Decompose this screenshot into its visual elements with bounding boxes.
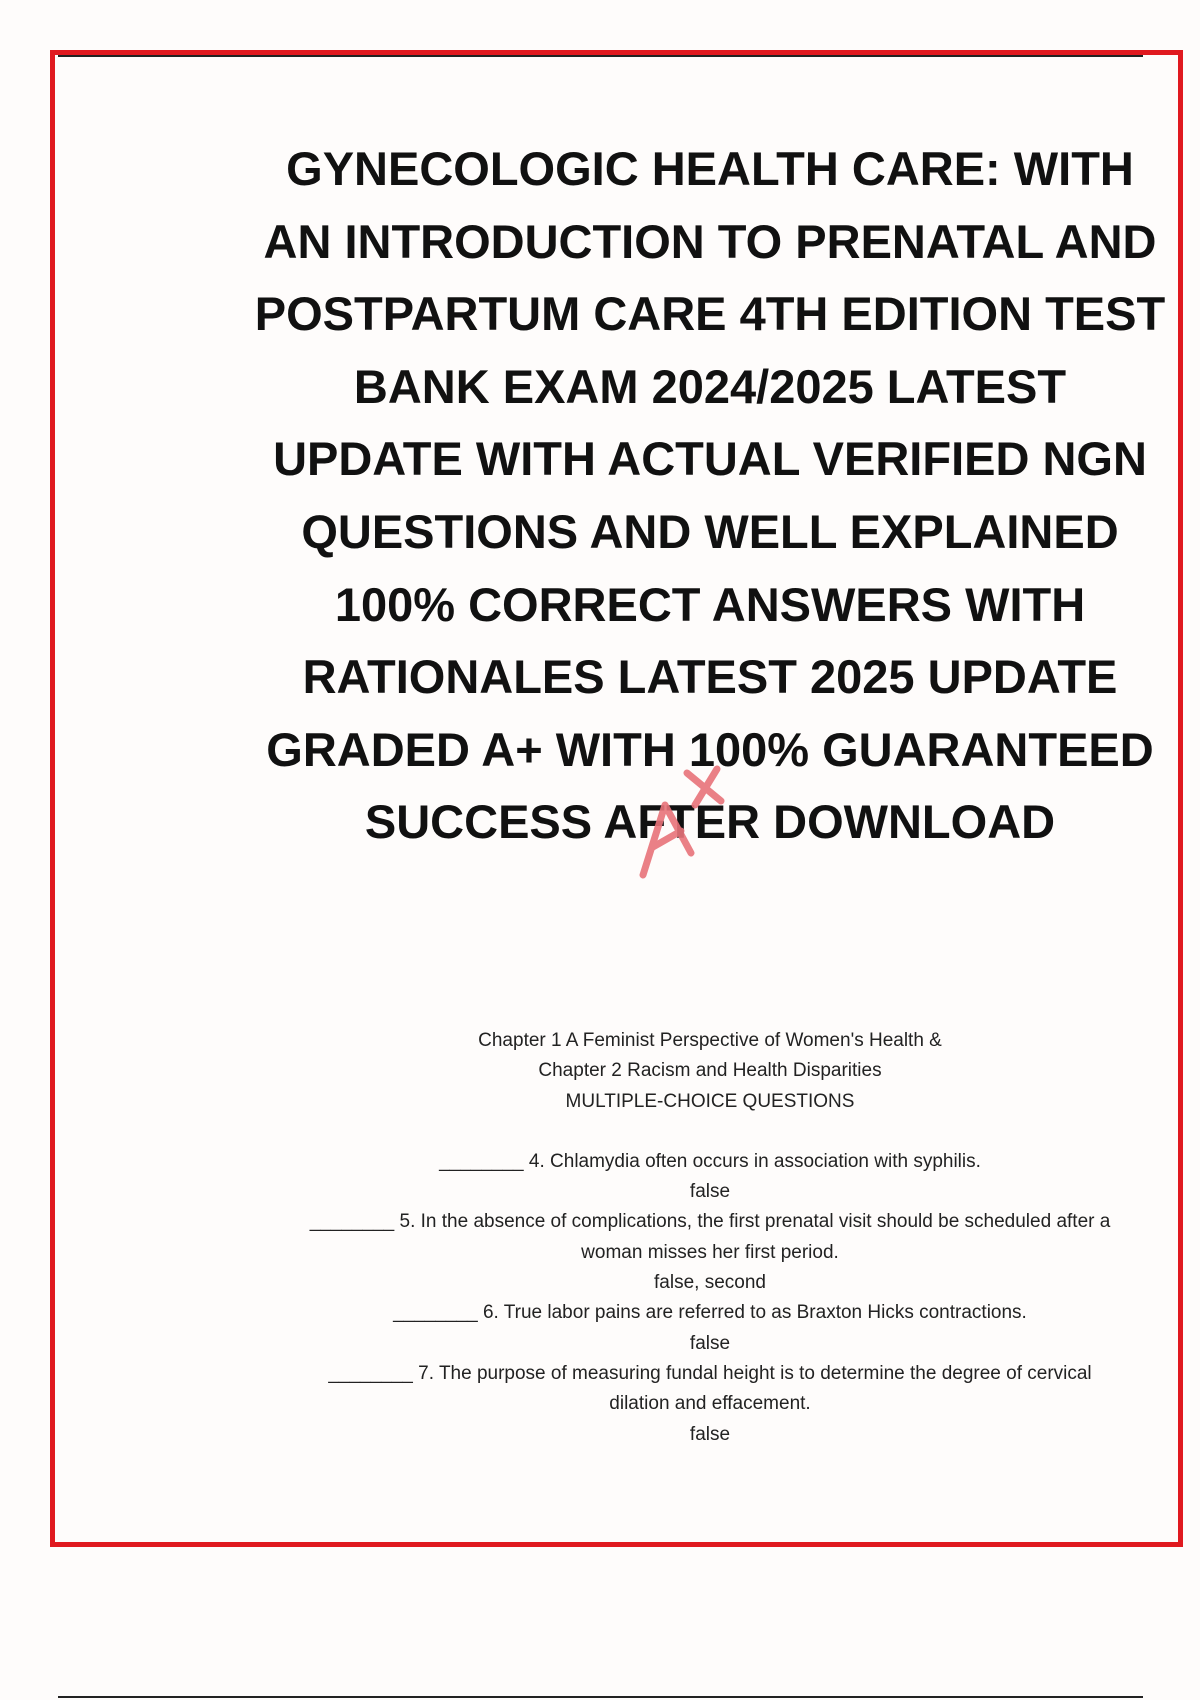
chapter-heading-line: Chapter 2 Racism and Health Disparities	[538, 1060, 882, 1082]
question-text: ________ 5. In the absence of complications, the first prenatal visit should be scheduled after a	[309, 1211, 1111, 1233]
questions-section	[245, 1026, 1175, 1450]
title-line: AN INTRODUCTION TO PRENATAL AND	[263, 214, 1157, 268]
document-title	[245, 133, 1175, 859]
question-answer: false, second	[654, 1272, 766, 1294]
title-line: SUCCESS AFTER DOWNLOAD	[364, 795, 1056, 849]
question-answer: false	[689, 1181, 731, 1203]
section-heading: MULTIPLE-CHOICE QUESTIONS	[565, 1090, 855, 1112]
question-text: ________ 4. Chlamydia often occurs in association with syphilis.	[439, 1150, 981, 1172]
title-line: GRADED A+ WITH 100% GUARANTEED	[266, 722, 1154, 776]
title-line: POSTPARTUM CARE 4TH EDITION TEST	[254, 287, 1166, 341]
title-line: QUESTIONS AND WELL EXPLAINED	[301, 504, 1119, 558]
title-line: RATIONALES LATEST 2025 UPDATE	[302, 650, 1118, 704]
question-answer: false	[689, 1332, 731, 1354]
chapter-heading-line: Chapter 1 A Feminist Perspective of Women's Health &	[478, 1030, 942, 1051]
question-text: ________ 6. True labor pains are referred to as Braxton Hicks contractions.	[393, 1302, 1027, 1324]
question-text: woman misses her first period.	[581, 1241, 839, 1263]
title-line: GYNECOLOGIC HEALTH CARE: WITH	[286, 142, 1134, 195]
title-line: BANK EXAM 2024/2025 LATEST	[353, 359, 1067, 413]
title-line: 100% CORRECT ANSWERS WITH	[334, 577, 1086, 631]
question-answer: false	[689, 1423, 731, 1445]
question-text: ________ 7. The purpose of measuring fundal height is to determine the degree of cervical	[328, 1362, 1092, 1384]
title-line: UPDATE WITH ACTUAL VERIFIED NGN	[273, 432, 1147, 486]
question-text: dilation and effacement.	[609, 1393, 811, 1415]
spacer	[245, 1117, 1175, 1147]
bottom-rule	[58, 1696, 1143, 1698]
